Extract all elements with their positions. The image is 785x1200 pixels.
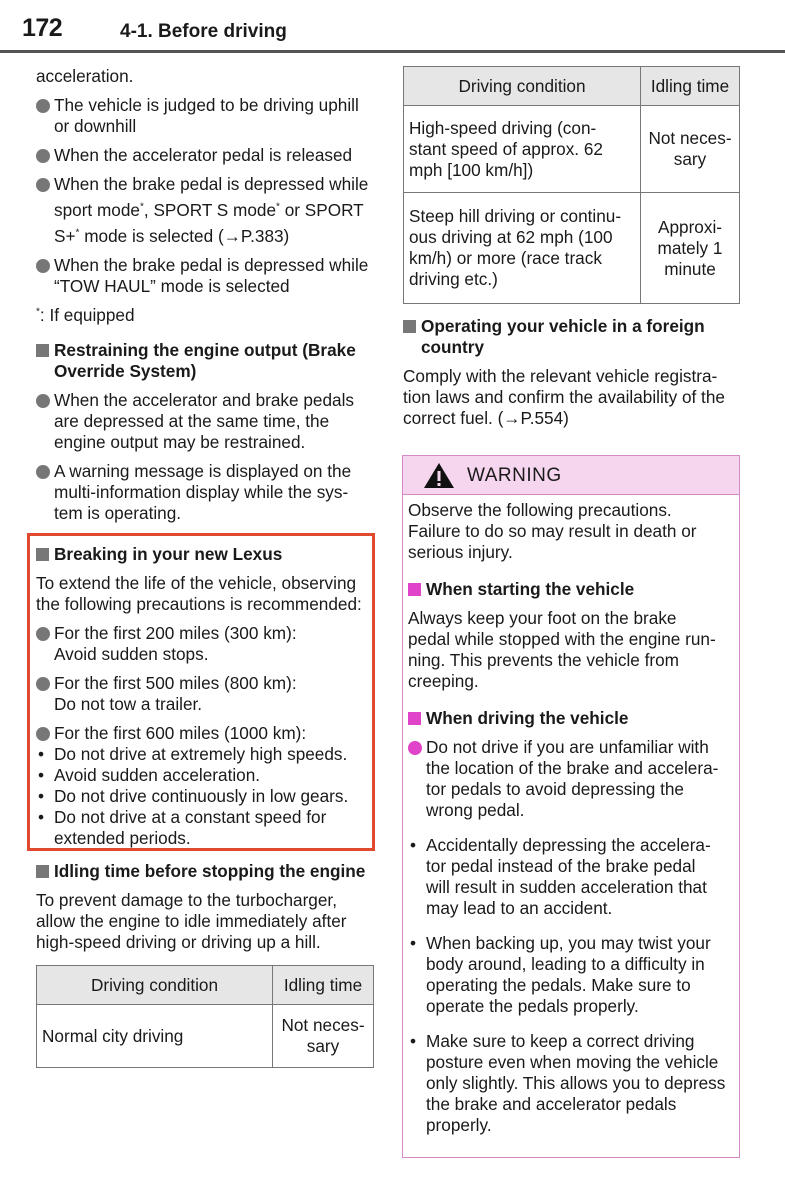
text-line: Do not drive at a constant speed for xyxy=(54,807,327,827)
warning-triangle-icon xyxy=(423,462,455,494)
text-line: Make sure to keep a correct driving xyxy=(426,1031,695,1051)
list-item xyxy=(36,723,376,744)
table-header-row xyxy=(37,966,374,1005)
heading-marker-icon xyxy=(403,320,416,333)
list-item xyxy=(36,673,376,715)
text-line: sary xyxy=(673,149,707,169)
text-line: When starting the vehicle xyxy=(426,579,635,599)
text-line: engine output may be restrained. xyxy=(54,432,306,452)
text-line: Steep hill driving or continu- xyxy=(409,206,622,226)
text-line: When the brake pedal is depressed while xyxy=(54,174,369,194)
footnote xyxy=(36,305,376,326)
text-line: mph [100 km/h]) xyxy=(409,159,534,180)
table-cell: Normal city driving xyxy=(37,1005,273,1068)
text-line: serious injury. xyxy=(408,542,513,562)
text-line: high-speed driving or driving up a hill. xyxy=(36,932,321,952)
text-line: posture even when moving the vehicle xyxy=(426,1052,719,1072)
sub-bullet-icon: • xyxy=(38,807,45,827)
footnote-mark: * xyxy=(139,201,144,213)
text-line: km/h) or more (race track xyxy=(409,248,602,268)
sub-item xyxy=(36,765,376,786)
text-line: extended periods. xyxy=(54,828,191,848)
table-row xyxy=(404,193,740,304)
text-line: operate the pedals properly. xyxy=(426,996,639,1016)
text-fragment: mode is selected (→P.383) xyxy=(79,226,290,246)
starting-text xyxy=(408,608,733,692)
text-line: the following precautions is recommended: xyxy=(36,594,362,614)
text-line: multi-information display while the sys- xyxy=(54,482,349,502)
text-line: Accidentally depressing the accelera- xyxy=(426,835,711,855)
text-line: For the first 600 miles (1000 km): xyxy=(54,723,307,743)
heading-marker-icon xyxy=(36,344,49,357)
text-line: Comply with the relevant vehicle registra- xyxy=(403,366,718,386)
table-row xyxy=(37,1005,374,1068)
table-row xyxy=(404,106,740,193)
text-line: For the first 200 miles (300 km): xyxy=(54,623,297,643)
text-line: Override System) xyxy=(54,361,197,381)
text-line: properly. xyxy=(426,1115,492,1135)
text-line: ning. This prevents the vehicle from xyxy=(408,650,679,670)
text-line: Failure to do so may result in death or xyxy=(408,521,697,541)
idling-text xyxy=(36,890,376,953)
text-fragment: , SPORT S mode xyxy=(143,200,277,220)
column-header: Driving condition xyxy=(404,67,641,106)
text-line: tor pedal instead of the brake pedal xyxy=(426,856,696,876)
table-cell xyxy=(273,1005,374,1068)
sub-bullet-icon: • xyxy=(410,1031,417,1051)
text-line: only slightly. This allows you to depress xyxy=(426,1073,726,1093)
sub-bullet-icon: • xyxy=(38,765,45,785)
column-header: Driving condition xyxy=(37,966,273,1005)
text-line: Not neces- xyxy=(281,1015,365,1035)
warning-title: WARNING xyxy=(467,465,562,486)
text-line: Not neces- xyxy=(648,128,732,148)
driving-heading xyxy=(408,708,733,729)
header-divider xyxy=(0,50,785,53)
text-line: tem is operating. xyxy=(54,503,182,523)
section-title: 4-1. Before driving xyxy=(120,21,287,42)
text-line: For the first 500 miles (800 km): xyxy=(54,673,297,693)
heading-marker-icon xyxy=(408,583,421,596)
column-header: Idling time xyxy=(273,966,374,1005)
list-item xyxy=(36,461,376,524)
text-line: tion laws and confirm the availability of the xyxy=(403,387,725,407)
warning-box xyxy=(402,455,740,1158)
foreign-country-text xyxy=(403,366,740,429)
text-line: Always keep your foot on the brake xyxy=(408,608,677,628)
text-fragment: sport mode xyxy=(54,200,140,220)
text-line: A warning message is displayed on the xyxy=(54,461,352,481)
list-item xyxy=(36,174,376,247)
bullet-icon xyxy=(36,178,50,192)
text-line: minute xyxy=(664,258,716,279)
table-cell xyxy=(404,193,641,304)
text-line: may lead to an accident. xyxy=(426,898,613,918)
right-column xyxy=(403,66,740,429)
text-line: Do not drive continuously in low gears. xyxy=(54,786,349,806)
text-line: country xyxy=(421,337,485,357)
text-line: will result in sudden acceleration that xyxy=(426,877,707,897)
sub-item xyxy=(408,1031,733,1136)
text-line: Avoid sudden acceleration. xyxy=(54,765,261,785)
table-cell xyxy=(641,193,740,304)
brake-override-heading xyxy=(36,340,376,382)
column-header: Idling time xyxy=(641,67,740,106)
text-line xyxy=(54,226,376,247)
sub-bullet-icon: • xyxy=(38,744,45,764)
footnote-mark: * xyxy=(36,306,40,318)
breakin-intro xyxy=(36,573,376,615)
text-line: creeping. xyxy=(408,671,479,691)
text-line: “TOW HAUL” mode is selected xyxy=(54,276,290,296)
heading-marker-icon xyxy=(36,548,49,561)
page-number: 172 xyxy=(22,14,63,42)
sub-item xyxy=(36,807,376,849)
text-line: or downhill xyxy=(54,116,137,136)
sub-item xyxy=(408,933,733,1017)
footnote-mark: * xyxy=(75,227,80,239)
breakin-heading xyxy=(36,544,376,565)
list-item xyxy=(36,255,376,297)
text-line: tor pedals to avoid depressing the xyxy=(426,779,684,799)
text-line: the brake and accelerator pedals xyxy=(426,1094,677,1114)
text-line: When the accelerator and brake pedals xyxy=(54,390,355,410)
bullet-icon xyxy=(36,394,50,408)
text-line: correct fuel. (→P.554) xyxy=(403,408,569,428)
footnote-mark: * xyxy=(276,201,280,213)
idling-heading xyxy=(36,861,376,882)
idling-table-right xyxy=(403,66,740,304)
text-line: When the brake pedal is depressed while xyxy=(54,255,369,275)
list-item xyxy=(408,737,733,821)
bullet-icon xyxy=(36,99,50,113)
bullet-icon xyxy=(36,627,50,641)
text-line: Idling time before stopping the engine xyxy=(54,861,366,881)
list-item xyxy=(36,390,376,453)
text-line: When backing up, you may twist your xyxy=(426,933,711,953)
text-line: body around, leading to a difficulty in xyxy=(426,954,705,974)
footnote-text: : If equipped xyxy=(39,305,135,325)
text-line: When driving the vehicle xyxy=(426,708,629,728)
text-line: stant speed of approx. 62 xyxy=(409,138,603,159)
table-cell xyxy=(404,106,641,193)
text-line: mately 1 xyxy=(657,237,723,258)
text-line: Approxi- xyxy=(658,216,722,237)
table-header-row xyxy=(404,67,740,106)
warning-intro xyxy=(408,500,733,563)
text-line xyxy=(54,200,376,221)
sub-bullet-icon: • xyxy=(410,835,417,855)
bullet-icon xyxy=(36,727,50,741)
text-line: Operating your vehicle in a foreign xyxy=(421,316,705,336)
heading-marker-icon xyxy=(408,712,421,725)
text-line: Do not drive if you are unfamiliar with xyxy=(426,737,709,757)
sub-item xyxy=(408,835,733,919)
text-line: High-speed driving (con- xyxy=(409,117,597,138)
table-cell xyxy=(641,106,740,193)
bullet-icon xyxy=(408,741,422,755)
text-fragment: or SPORT xyxy=(279,200,364,220)
text-line: pedal while stopped with the engine run- xyxy=(408,629,716,649)
idling-table-left xyxy=(36,965,374,1068)
foreign-country-heading xyxy=(403,316,740,358)
bullet-icon xyxy=(36,259,50,273)
page-header xyxy=(0,0,785,52)
bullet-icon xyxy=(36,677,50,691)
sub-bullet-icon: • xyxy=(38,786,45,806)
starting-heading xyxy=(408,579,733,600)
warning-body xyxy=(408,500,733,1136)
text-fragment: S+ xyxy=(54,226,76,246)
list-item xyxy=(36,95,376,137)
left-column xyxy=(36,66,376,1068)
text-line: To prevent damage to the turbocharger, xyxy=(36,890,337,910)
sub-item xyxy=(36,744,376,765)
text-line: operating the pedals. Make sure to xyxy=(426,975,691,995)
text-line: When the accelerator pedal is released xyxy=(54,145,353,165)
continued-text: acceleration. xyxy=(36,66,134,86)
list-item xyxy=(36,623,376,665)
text-line: allow the engine to idle immediately after xyxy=(36,911,347,931)
text-line: ous driving at 62 mph (100 xyxy=(409,227,613,247)
text-line: Observe the following precautions. xyxy=(408,500,672,520)
text-line: Avoid sudden stops. xyxy=(54,644,209,664)
heading-marker-icon xyxy=(36,865,49,878)
sub-bullet-icon: • xyxy=(410,933,417,953)
text-line: driving etc.) xyxy=(409,269,498,289)
warning-header xyxy=(403,456,739,495)
bullet-icon xyxy=(36,149,50,163)
text-line: Do not drive at extremely high speeds. xyxy=(54,744,348,764)
text-line: Breaking in your new Lexus xyxy=(54,544,283,564)
bullet-icon xyxy=(36,465,50,479)
text-line: Restraining the engine output (Brake xyxy=(54,340,356,360)
text-line: sary xyxy=(306,1036,340,1056)
text-line: The vehicle is judged to be driving uphill xyxy=(54,95,359,115)
text-line: wrong pedal. xyxy=(426,800,525,820)
text-line: To extend the life of the vehicle, observing xyxy=(36,573,357,593)
list-item xyxy=(36,145,376,166)
text-line: are depressed at the same time, the xyxy=(54,411,330,431)
sub-item xyxy=(36,786,376,807)
text-line: the location of the brake and accelera- xyxy=(426,758,719,778)
text-line: Do not tow a trailer. xyxy=(54,694,203,714)
